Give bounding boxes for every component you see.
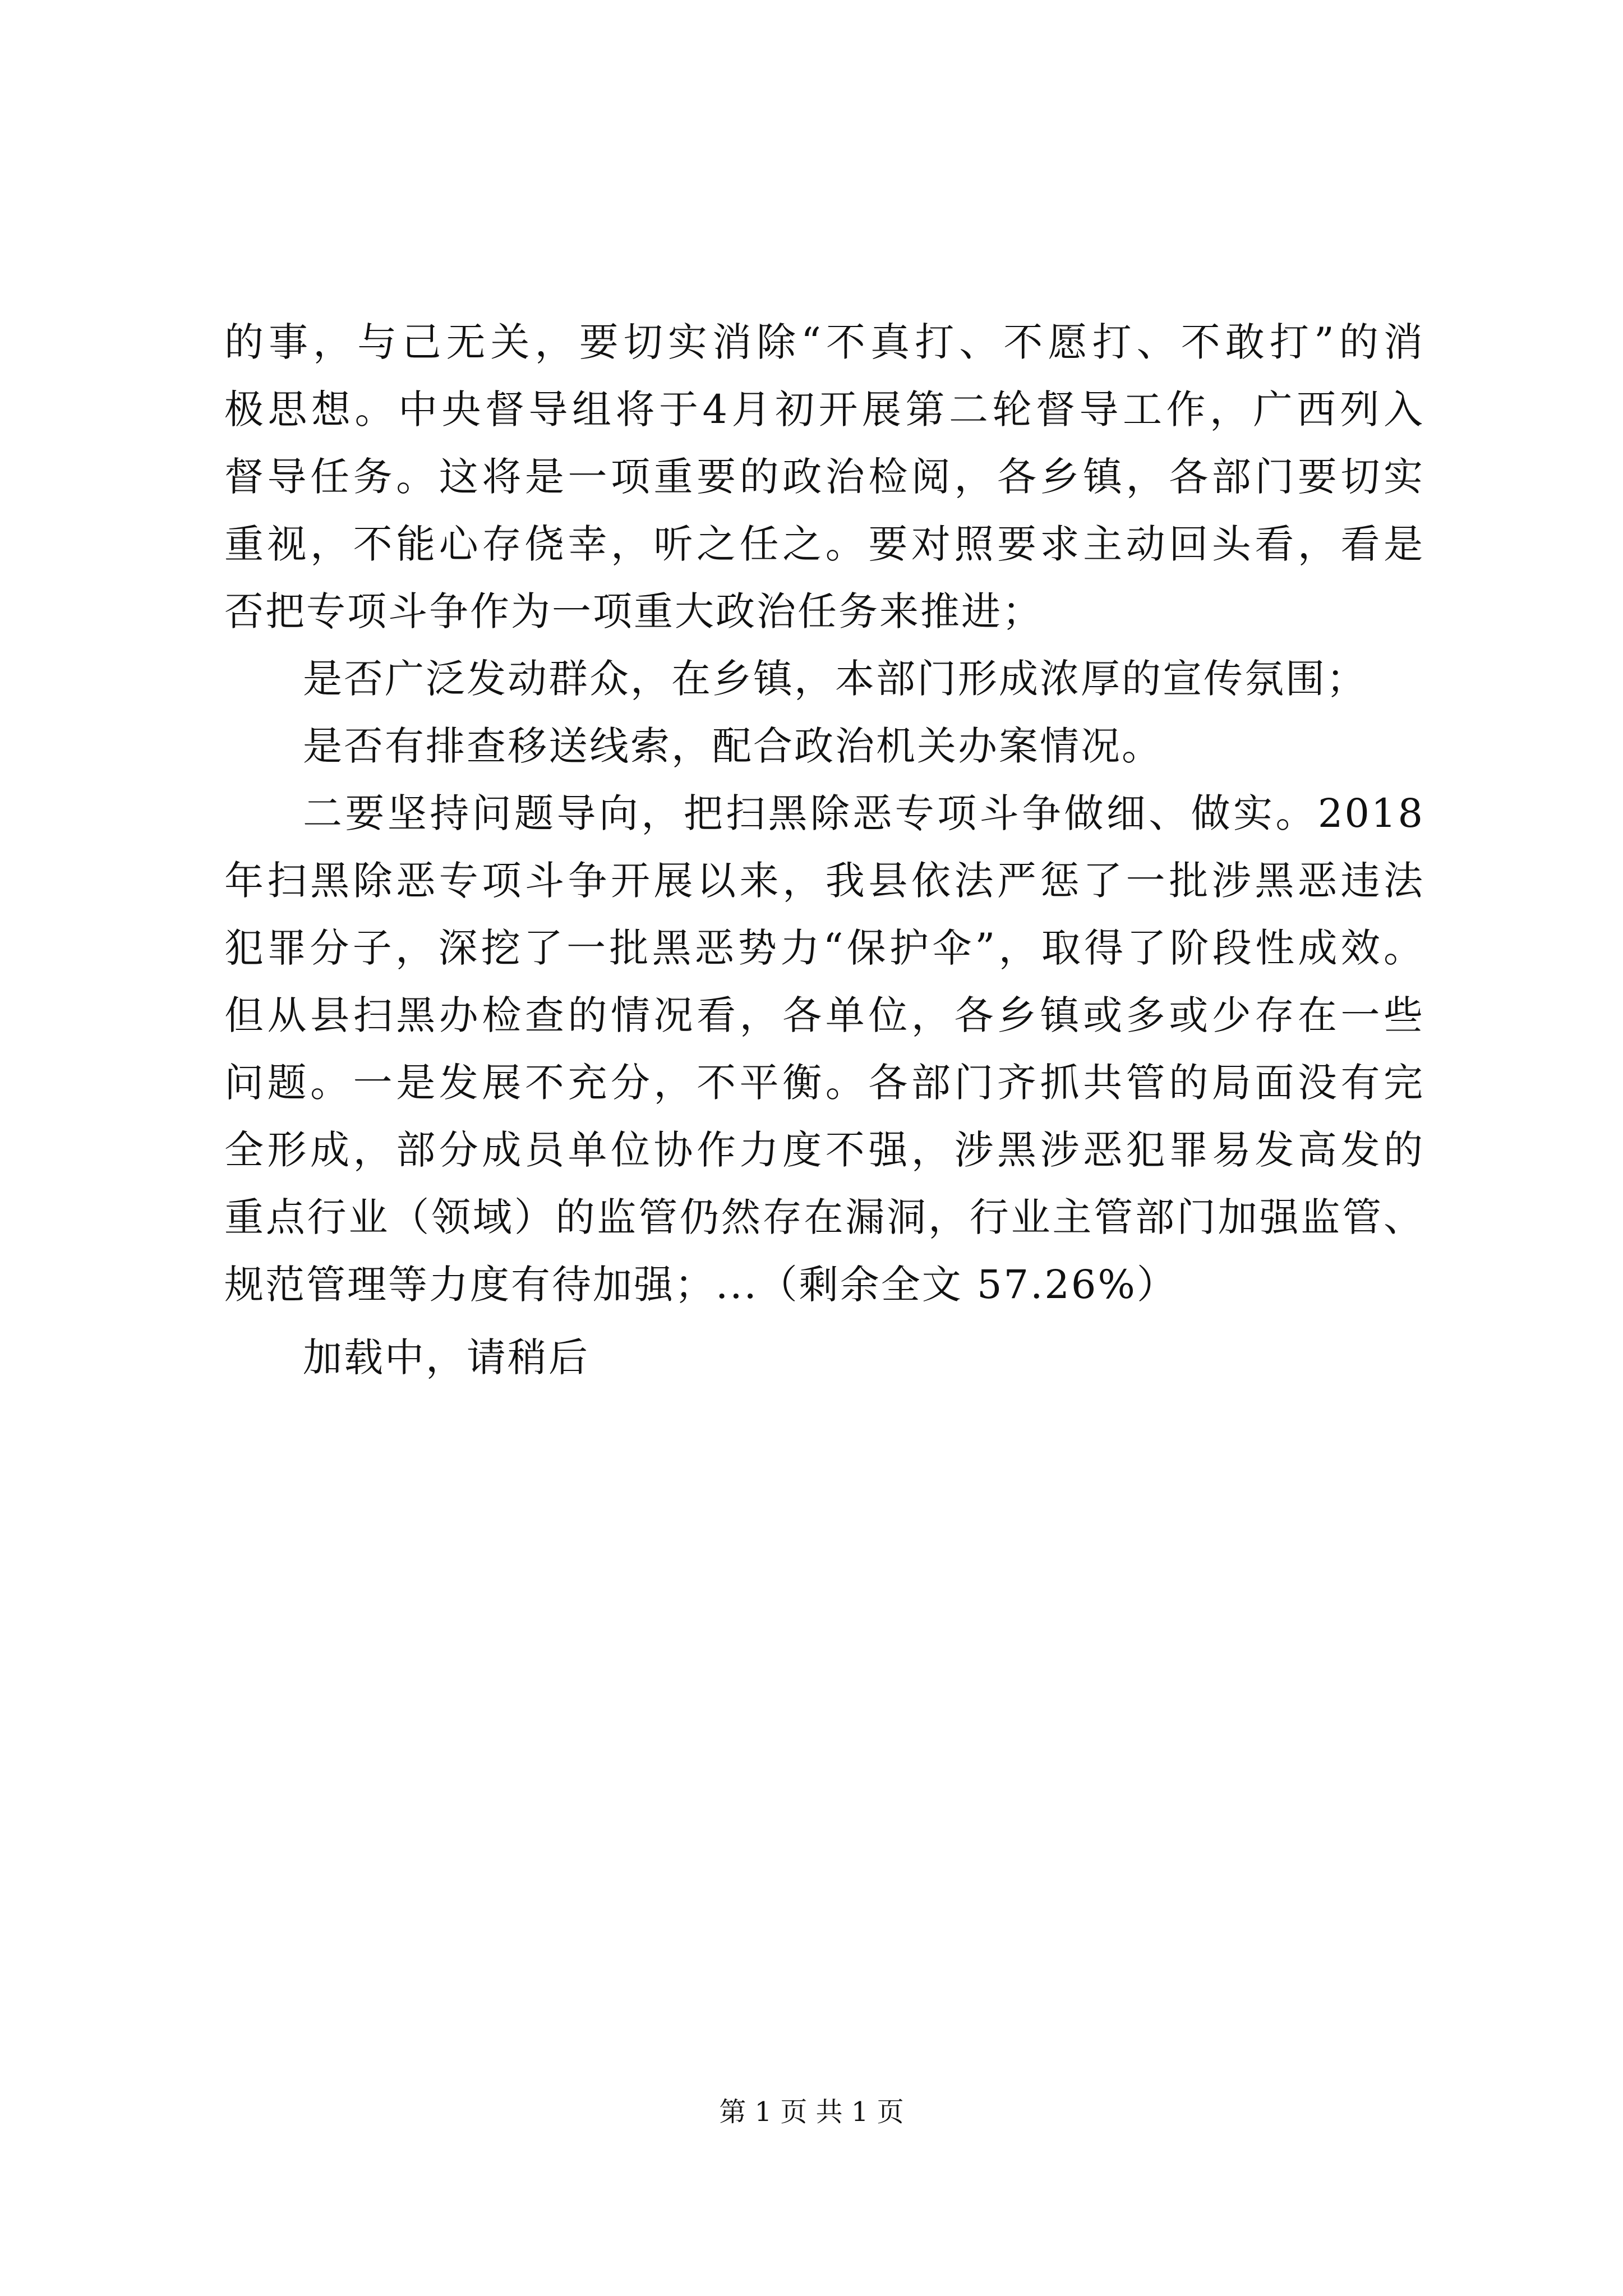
page-number-footer: 第 1 页 共 1 页 (719, 2096, 904, 2128)
paragraph-line: 极思想。中央督导组将于4月初开展第二轮督导工作，广西列入 (224, 386, 1424, 432)
paragraph-line: 重点行业（领域）的监管仍然存在漏洞，行业主管部门加强监管、 (224, 1194, 1424, 1240)
paragraph-line: 规范管理等力度有待加强；...（剩余全文 57.26%） (224, 1262, 1178, 1308)
paragraph-line: 的事，与己无关，要切实消除“不真打、不愿打、不敢打”的消 (224, 319, 1424, 365)
paragraph-line: 二要坚持问题导向，把扫黑除恶专项斗争做细、做实。2018 (303, 790, 1424, 836)
paragraph-line: 督导任务。这将是一项重要的政治检阅，各乡镇，各部门要切实 (224, 454, 1424, 500)
paragraph-line: 是否广泛发动群众，在乡镇，本部门形成浓厚的宣传氛围； (303, 656, 1367, 702)
paragraph-line: 年扫黑除恶专项斗争开展以来，我县依法严惩了一批涉黑恶违法 (224, 858, 1424, 904)
loading-text: 加载中，请稍后 (303, 1335, 589, 1381)
paragraph-line: 但从县扫黑办检查的情况看，各单位，各乡镇或多或少存在一些 (224, 992, 1424, 1038)
paragraph-line: 全形成，部分成员单位协作力度不强，涉黑涉恶犯罪易发高发的 (224, 1127, 1424, 1173)
paragraph-line: 是否有排查移送线索，配合政治机关办案情况。 (303, 723, 1163, 769)
paragraph-line: 否把专项斗争作为一项重大政治任务来推进； (224, 588, 1043, 634)
paragraph-line: 犯罪分子，深挖了一批黑恶势力“保护伞”，取得了阶段性成效。 (224, 925, 1424, 971)
paragraph-line: 问题。一是发展不充分，不平衡。各部门齐抓共管的局面没有完 (224, 1060, 1424, 1106)
paragraph-line: 重视，不能心存侥幸，听之任之。要对照要求主动回头看，看是 (224, 521, 1424, 567)
